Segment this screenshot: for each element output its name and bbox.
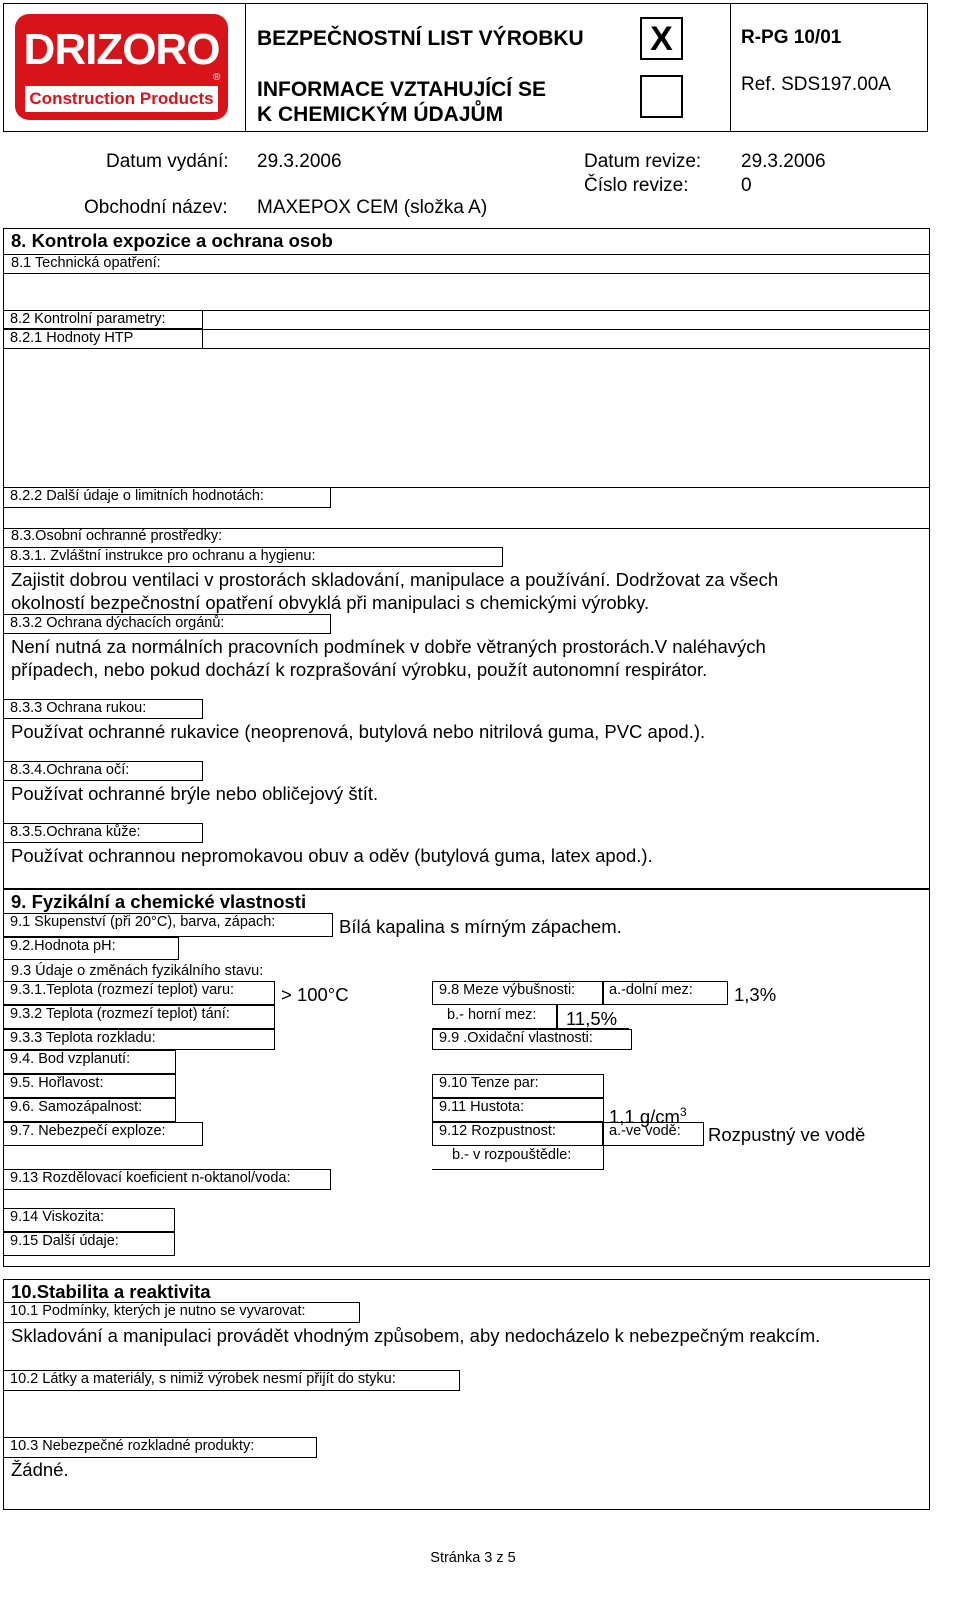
- other-data-label: 9.15 Další údaje:: [3, 1232, 175, 1256]
- checkbox-checked: [640, 17, 683, 60]
- decomposition-temp-label: 9.3.3 Teplota rozkladu:: [3, 1029, 275, 1050]
- row-divider: [3, 273, 930, 274]
- control-params-label: 8.2 Kontrolní parametry:: [3, 310, 203, 329]
- viscosity-label: 9.14 Viskozita:: [3, 1208, 175, 1232]
- solvent-solubility-label: b.- v rozpouštědle:: [452, 1147, 572, 1163]
- conditions-to-avoid-text: Skladování a manipulaci provádět vhodným způsobem, aby nedocházelo k nebezpečným reakcím.: [11, 1325, 821, 1346]
- state-changes-label: 9.3 Údaje o změnách fyzikálního stavu:: [11, 963, 264, 979]
- solvent-solubility-box: [432, 1146, 604, 1170]
- oxidising-label: 9.9 .Oxidační vlastnosti:: [432, 1029, 632, 1050]
- upper-limit-box: [432, 1005, 558, 1029]
- respiratory-protection-text: Není nutná za normálních pracovních podmínek v dobře větraných prostorách.V naléhavých: [11, 636, 766, 657]
- hand-protection-text: Používat ochranné rukavice (neoprenová, butylová nebo nitrilová guma, PVC apod.).: [11, 721, 706, 742]
- conditions-to-avoid-label: 10.1 Podmínky, kterých je nutno se vyvarovat:: [3, 1302, 360, 1323]
- upper-limit-label: b.- horní mez:: [447, 1007, 537, 1023]
- physical-state-label: 9.1 Skupenství (při 20°C), barva, zápach:: [3, 913, 333, 937]
- upper-limit-value: 11,5%: [566, 1008, 618, 1029]
- physical-state-value: Bílá kapalina s mírným zápachem.: [339, 916, 622, 937]
- respiratory-protection-text: případech, nebo pokud dochází k rozprašování výrobku, použít autonomní respirátor.: [11, 659, 708, 680]
- solubility-label: 9.12 Rozpustnost:: [432, 1122, 604, 1146]
- company-logo: [15, 14, 228, 120]
- flammability-label: 9.5. Hořlavost:: [3, 1074, 176, 1098]
- document-ref: Ref. SDS197.00A: [741, 74, 891, 95]
- htp-values-label: 8.2.1 Hodnoty HTP: [3, 329, 203, 349]
- row-divider: [203, 348, 930, 349]
- section-9-title: 9. Fyzikální a chemické vlastnosti: [11, 891, 307, 912]
- trade-name: MAXEPOX CEM (složka A): [257, 197, 488, 218]
- ph-label: 9.2.Hodnota pH:: [3, 937, 179, 960]
- special-instructions-text: okolností bezpečnostní opatření obvyklá při manipulaci s chemickými výrobky.: [11, 592, 650, 613]
- checkbox-mark: X: [650, 20, 673, 58]
- incompatible-materials-label: 10.2 Látky a materiály, s nimiž výrobek nesmí přijít do styku:: [3, 1370, 460, 1391]
- flash-point-label: 9.4. Bod vzplanutí:: [3, 1050, 176, 1074]
- row-divider: [203, 329, 930, 330]
- vapour-pressure-label: 9.10 Tenze par:: [432, 1074, 604, 1098]
- decomposition-products-label: 10.3 Nebezpečné rozkladné produkty:: [3, 1437, 317, 1458]
- page-number: Stránka 3 z 5: [430, 1550, 516, 1566]
- revision-date-label: Datum revize:: [584, 151, 702, 172]
- ppe-label: 8.3.Osobní ochranné prostředky:: [11, 528, 223, 544]
- revision-number: 0: [741, 175, 752, 196]
- density-unit-exponent: 3: [679, 1105, 687, 1119]
- issue-date: 29.3.2006: [257, 151, 342, 172]
- skin-protection-text: Používat ochrannou nepromokavou obuv a oděv (butylová guma, latex apod.).: [11, 845, 653, 866]
- document-code: R-PG 10/01: [741, 27, 842, 48]
- explosion-limits-label: 9.8 Meze výbušnosti:: [432, 981, 604, 1005]
- header-divider: [245, 3, 246, 132]
- revision-number-label: Číslo revize:: [584, 175, 689, 196]
- technical-measures-label: 8.1 Technická opatření:: [11, 255, 161, 271]
- logo-subtitle: Construction Products: [29, 89, 214, 108]
- respiratory-protection-label: 8.3.2 Ochrana dýchacích orgánů:: [3, 614, 331, 634]
- logo-registered-mark: ®: [213, 72, 221, 83]
- hand-protection-label: 8.3.3 Ochrana rukou:: [3, 699, 203, 719]
- logo-brand: DRIZORO: [23, 25, 220, 74]
- document-subtitle: K CHEMICKÝM ÚDAJŮM: [257, 103, 504, 126]
- section-8-title: 8. Kontrola expozice a ochrana osob: [11, 230, 333, 251]
- density-label: 9.11 Hustota:: [432, 1098, 604, 1122]
- melting-point-label: 9.3.2 Teplota (rozmezí teplot) tání:: [3, 1005, 275, 1029]
- explosion-hazard-label: 9.7. Nebezpečí exploze:: [3, 1122, 203, 1146]
- trade-name-label: Obchodní název:: [84, 197, 228, 218]
- section-10-title: 10.Stabilita a reaktivita: [11, 1281, 211, 1302]
- document-title: BEZPEČNOSTNÍ LIST VÝROBKU: [257, 27, 584, 50]
- self-ignition-label: 9.6. Samozápalnost:: [3, 1098, 176, 1122]
- boiling-point-label: 9.3.1.Teplota (rozmezí teplot) varu:: [3, 981, 275, 1005]
- issue-date-label: Datum vydání:: [106, 151, 229, 172]
- document-subtitle: INFORMACE VZTAHUJÍCÍ SE: [257, 78, 546, 101]
- lower-limit-value: 1,3%: [734, 984, 777, 1005]
- boiling-point-value: > 100°C: [281, 984, 349, 1005]
- special-instructions-label: 8.3.1. Zvláštní instrukce pro ochranu a hygienu:: [3, 547, 503, 567]
- revision-date: 29.3.2006: [741, 151, 826, 172]
- decomposition-products-text: Žádné.: [11, 1459, 69, 1480]
- water-solubility-label: a.-ve vodě:: [602, 1122, 704, 1146]
- header-divider: [730, 3, 731, 132]
- lower-limit-label: a.-dolní mez:: [602, 981, 728, 1005]
- skin-protection-label: 8.3.5.Ochrana kůže:: [3, 823, 203, 843]
- water-solubility-value: Rozpustný ve vodě: [708, 1124, 866, 1145]
- density-number: 1,1 g/cm: [609, 1106, 680, 1128]
- partition-coefficient-label: 9.13 Rozdělovací koeficient n-oktanol/voda:: [3, 1169, 331, 1190]
- eye-protection-text: Používat ochranné brýle nebo obličejový štít.: [11, 783, 379, 804]
- checkbox-unchecked: [640, 75, 683, 118]
- other-limits-label: 8.2.2 Další údaje o limitních hodnotách:: [3, 487, 331, 508]
- special-instructions-text: Zajistit dobrou ventilaci v prostorách skladování, manipulace a používání. Dodržovat za všech: [11, 569, 779, 590]
- eye-protection-label: 8.3.4.Ochrana očí:: [3, 761, 203, 781]
